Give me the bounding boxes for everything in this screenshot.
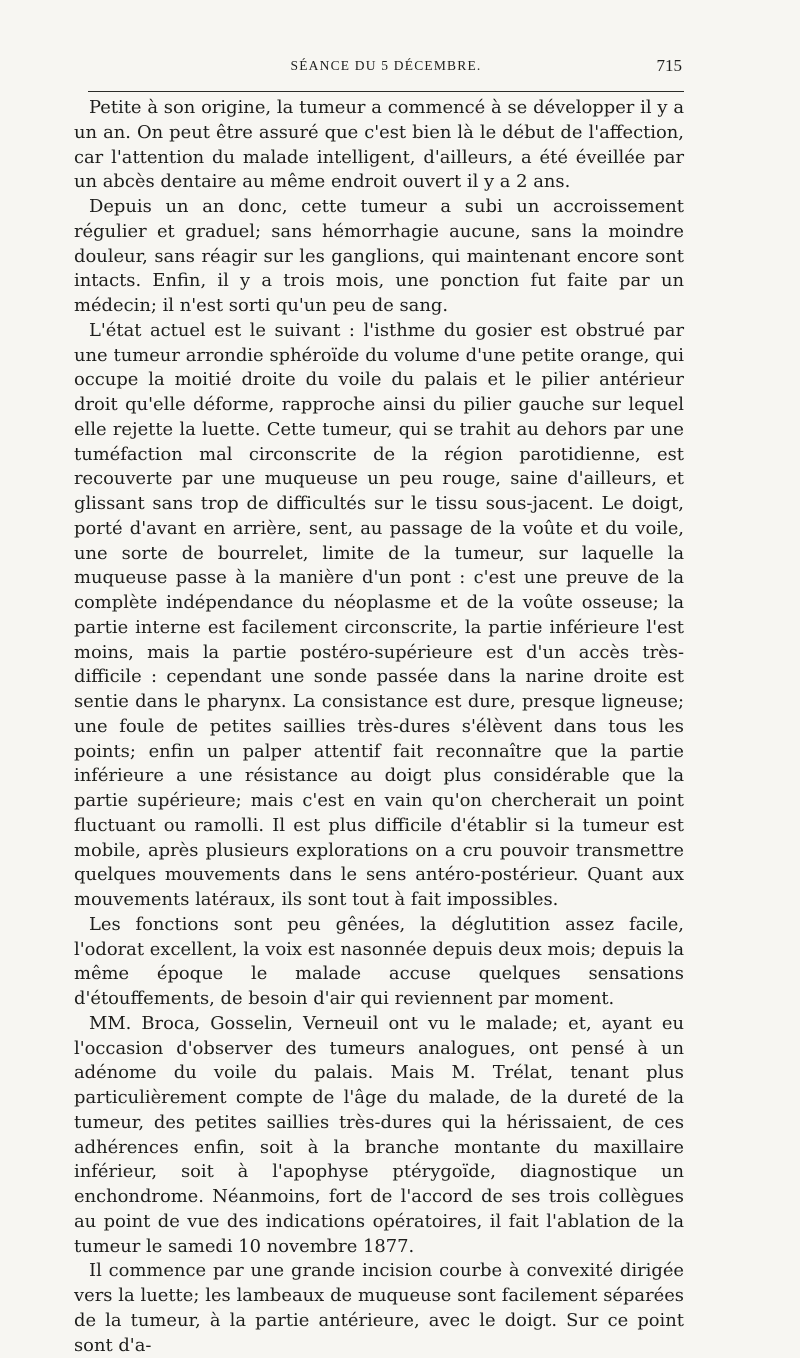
paragraph: Depuis un an donc, cette tumeur a subi un accroissement régulier et graduel; sans hémorrhagie aucune, sans la moindre douleur, sans réagir sur les ganglions, qui maintenant encore sont intacts. Enfin, il y a trois mois, une ponction fut faite par un médecin; il n'est sorti qu'un peu de sang.: [74, 196, 684, 316]
running-head: SÉANCE DU 5 DÉCEMBRE.: [290, 58, 482, 73]
page-header: [88, 58, 684, 80]
body-text: [74, 96, 684, 1358]
paragraph: Les fonctions sont peu gênées, la déglutition assez facile, l'odorat excellent, la voix est nasonnée depuis deux mois; depuis la même époque le malade accuse quelques sensations d'étouffements, de besoin d'air qui reviennent par moment.: [74, 913, 684, 1009]
paragraph: Il commence par une grande incision courbe à convexité dirigée vers la luette; les lambeaux de muqueuse sont facilement séparées de la tumeur, à la partie antérieure, avec le doigt. Sur ce point sont d'a-: [74, 1260, 684, 1356]
paragraph: L'état actuel est le suivant : l'isthme du gosier est obstrué par une tumeur arrondie sphéroïde du volume d'une petite orange, qui occupe la moitié droite du voile du palais et le pilier antérieur droit qu'elle déforme, rapproche ainsi du pilier gauche sur lequel elle rejette la luette. Cette tumeur, qui se trahit au dehors par une tuméfaction mal circonscrite de la région parotidienne, est recouverte par une muqueuse un peu rouge, saine d'ailleurs, et glissant sans trop de difficultés sur le tissu sous-jacent. Le doigt, porté d'avant en arrière, sent, au passage de la voûte et du voile, une sorte de bourrelet, limite de la tumeur, sur laquelle la muqueuse passe à la manière d'un pont : c'est une preuve de la complète indépendance du néoplasme et de la voûte osseuse; la partie interne est facilement circonscrite, la partie inférieure l'est moins, mais la partie postéro-supérieure est d'un accès très-difficile : cependant une sonde passée dans la narine droite est sentie dans le pharynx. La consistance est dure, presque ligneuse; une foule de petites saillies très-dures s'élèvent dans tous les points; enfin un palper attentif fait reconnaître que la partie inférieure a une résistance au doigt plus considérable que la partie supérieure; mais c'est en vain qu'on chercherait un point fluctuant ou ramolli. Il est plus difficile d'établir si la tumeur est mobile, après plusieurs explorations on a cru pouvoir transmettre quelques mouvements dans le sens antéro-postérieur. Quant aux mouvements latéraux, ils sont tout à fait impossibles.: [74, 319, 684, 910]
paragraph: Petite à son origine, la tumeur a commencé à se développer il y a un an. On peut être assuré que c'est bien là le début de l'affection, car l'attention du malade intelligent, d'ailleurs, a été éveillée par un abcès dentaire au même endroit ouvert il y a 2 ans.: [74, 97, 684, 193]
paragraph: MM. Broca, Gosselin, Verneuil ont vu le malade; et, ayant eu l'occasion d'observer des tumeurs analogues, ont pensé à un adénome du voile du palais. Mais M. Trélat, tenant plus particulièrement compte de l'âge du malade, de la dureté de la tumeur, des petites saillies très-dures qui la hérissaient, de ces adhérences enfin, soit à la branche montante du maxillaire inférieur, soit à l'apophyse ptérygoïde, diagnostique un enchondrome. Néanmoins, fort de l'accord de ses trois collègues au point de vue des indications opératoires, il fait l'ablation de la tumeur le samedi 10 novembre 1877.: [74, 1012, 684, 1257]
header-rule: [88, 91, 684, 92]
page-number: 715: [656, 56, 682, 75]
